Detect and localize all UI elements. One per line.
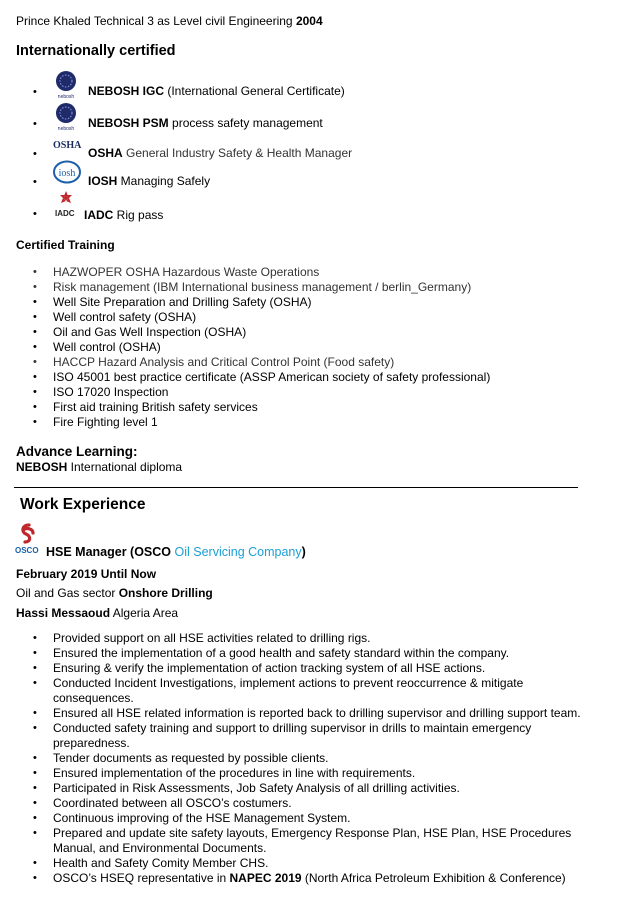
list-item: • Fire Fighting level 1	[0, 415, 620, 430]
cert-text	[88, 146, 352, 160]
nebosh-logo-text: nebosh	[57, 126, 75, 132]
cert-item-iosh	[0, 160, 638, 190]
bullet: •	[33, 176, 37, 188]
advance-name: NEBOSH	[16, 460, 68, 474]
cert-name: IADC	[84, 208, 114, 222]
list-item: • Coordinated between all OSCO’s costumers.	[0, 796, 620, 811]
job-location-name: Hassi Messaoud	[16, 606, 111, 620]
job-sector	[16, 586, 213, 600]
list-item: • ISO 17020 Inspection	[0, 385, 620, 400]
cert-name: IOSH	[88, 174, 118, 188]
nebosh-logo-icon	[52, 70, 80, 100]
iosh-logo-text: iosh	[58, 168, 76, 179]
cert-text	[88, 174, 210, 188]
list-item: • Tender documents as requested by possible clients.	[0, 751, 620, 766]
list-item: • Conducted safety training and support to drilling supervisor in drills to maintain emergency preparedness.	[0, 721, 620, 751]
cert-desc: General Industry Safety & Health Manager	[122, 146, 353, 160]
cert-desc: process safety management	[168, 116, 323, 130]
list-item: • Well control (OSHA)	[0, 340, 620, 355]
job-title-prefix: HSE Manager (OSCO	[46, 545, 175, 559]
duty-bold: NAPEC 2019	[229, 871, 302, 885]
education-year: 2004	[295, 14, 323, 28]
list-item: • First aid training British safety services	[0, 400, 620, 415]
list-item	[0, 871, 620, 886]
list-item: • Participated in Risk Assessments, Job Safety Analysis of all drilling activities.	[0, 781, 620, 796]
list-item: • Ensured all HSE related information is reported back to drilling supervisor and drilling support team.	[0, 706, 620, 721]
list-item: • Ensured the implementation of a good health and safety standard within the company.	[0, 646, 620, 661]
cert-desc: (International General Certificate)	[164, 84, 345, 98]
cert-item-nebosh-psm	[0, 102, 638, 132]
cert-text	[88, 116, 323, 130]
cert-name: NEBOSH PSM	[88, 116, 169, 130]
osco-logo-icon	[14, 522, 44, 556]
list-item: • ISO 45001 best practice certificate (ASSP American society of safety professional)	[0, 370, 620, 385]
job-location-suffix: Algeria Area	[110, 606, 179, 620]
list-item: • Health and Safety Comity Member CHS.	[0, 856, 620, 871]
iosh-logo-icon	[52, 160, 82, 186]
education-line	[16, 14, 323, 28]
duty-tail: (North Africa Petroleum Exhibition & Conference)	[301, 871, 566, 885]
cert-name: OSHA	[88, 146, 123, 160]
list-item: • Oil and Gas Well Inspection (OSHA)	[0, 325, 620, 340]
bullet: •	[33, 86, 37, 98]
job-title	[46, 545, 306, 559]
bullet: •	[33, 148, 37, 160]
osha-logo-icon	[52, 138, 84, 152]
list-item: • Provided support on all HSE activities related to drilling rigs.	[0, 631, 620, 646]
work-heading: Work Experience	[20, 496, 146, 513]
training-heading: Certified Training	[16, 238, 115, 252]
advance-heading: Advance Learning:	[16, 444, 138, 459]
list-item: • Risk management (IBM International business management / berlin_Germany)	[0, 280, 620, 295]
list-item: • Ensuring & verify the implementation of action tracking system of all HSE actions.	[0, 661, 620, 676]
certified-heading: Internationally certified	[16, 43, 176, 59]
advance-line	[16, 460, 182, 474]
section-divider	[14, 487, 578, 488]
list-item: • Well control safety (OSHA)	[0, 310, 620, 325]
cert-desc: Rig pass	[113, 208, 164, 222]
list-item: • Prepared and update site safety layouts, Emergency Response Plan, HSE Plan, HSE Procedures Manual, and Environmental Documents.	[0, 826, 620, 856]
list-item: • Continuous improving of the HSE Management System.	[0, 811, 620, 826]
osco-logo-text: OSCO	[15, 546, 39, 555]
job-location	[16, 606, 178, 620]
cert-desc: Managing Safely	[117, 174, 211, 188]
bullet: •	[33, 208, 37, 220]
job-title-suffix: )	[301, 545, 306, 559]
cert-item-nebosh-igc	[0, 70, 638, 100]
training-list	[0, 265, 620, 430]
list-item: • HAZWOPER OSHA Hazardous Waste Operations	[0, 265, 620, 280]
list-item: • Well Site Preparation and Drilling Safety (OSHA)	[0, 295, 620, 310]
cert-text	[84, 208, 163, 222]
list-item: • HACCP Hazard Analysis and Critical Control Point (Food safety)	[0, 355, 620, 370]
job-company: Oil Servicing Company	[174, 545, 302, 559]
nebosh-logo-text: nebosh	[57, 94, 75, 100]
cert-text	[88, 84, 345, 98]
iadc-logo-icon	[54, 190, 80, 218]
cert-item-iadc	[0, 190, 638, 220]
nebosh-logo-icon	[52, 102, 80, 132]
cert-name: NEBOSH IGC	[88, 84, 165, 98]
advance-desc: International diploma	[67, 460, 183, 474]
education-text: Prince Khaled Technical 3 as Level civil Engineering	[16, 14, 296, 28]
duties-list	[0, 631, 620, 886]
job-sector-name: Onshore Drilling	[118, 586, 213, 600]
list-item: • Ensured implementation of the procedures in line with requirements.	[0, 766, 620, 781]
bullet: •	[33, 118, 37, 130]
duty-text: OSCO’s HSEQ representative in	[53, 871, 230, 885]
job-sector-prefix: Oil and Gas sector	[16, 586, 119, 600]
iadc-logo-text: IADC	[55, 209, 75, 218]
osha-logo-text: OSHA	[53, 140, 82, 151]
job-period: February 2019 Until Now	[16, 567, 157, 581]
list-item: • Conducted Incident Investigations, implement actions to prevent reoccurrence & mitigate consequences.	[0, 676, 620, 706]
